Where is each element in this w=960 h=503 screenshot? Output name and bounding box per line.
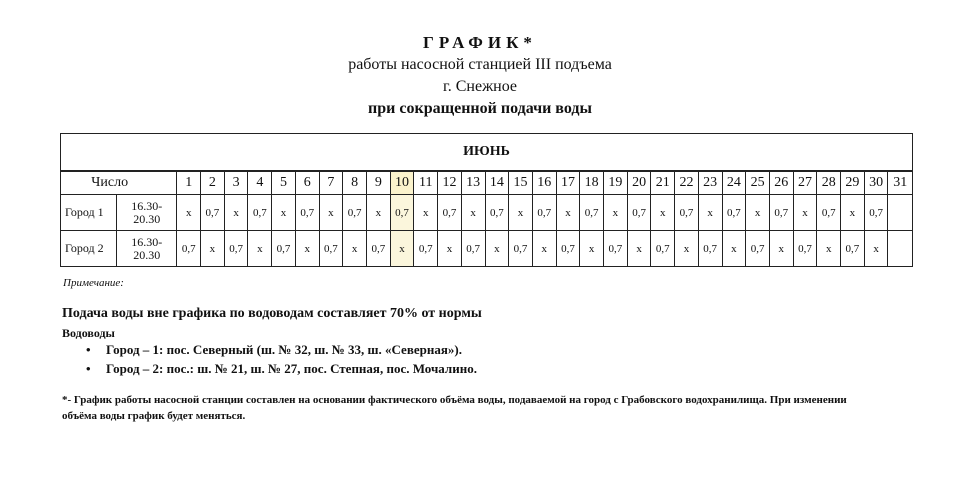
day-number: 23 xyxy=(698,171,722,195)
schedule-cell: 0,7 xyxy=(248,195,272,231)
schedule-cell: 0,7 xyxy=(485,195,509,231)
city-name: г. Снежное xyxy=(442,78,517,95)
schedule-cell: x xyxy=(556,195,580,231)
schedule-cell: 0,7 xyxy=(698,231,722,267)
schedule-cell: 0,7 xyxy=(461,231,485,267)
schedule-cell: x xyxy=(438,231,462,267)
schedule-cell: 0,7 xyxy=(366,231,390,267)
schedule-cell: 0,7 xyxy=(201,195,225,231)
day-number: 6 xyxy=(295,171,319,195)
schedule-cell: 0,7 xyxy=(438,195,462,231)
day-number: 9 xyxy=(366,171,390,195)
schedule-cell: x xyxy=(698,195,722,231)
bullet-icon: • xyxy=(86,342,91,357)
schedule-cell: x xyxy=(793,195,817,231)
month-name: ИЮНЬ xyxy=(61,134,913,172)
time-line: 16.30- xyxy=(131,234,163,249)
schedule-cell: 0,7 xyxy=(295,195,319,231)
schedule-cell: 0,7 xyxy=(627,195,651,231)
day-number: 14 xyxy=(485,171,509,195)
day-number: 17 xyxy=(556,171,580,195)
schedule-cell: 0,7 xyxy=(509,231,533,267)
day-number: 11 xyxy=(414,171,438,195)
day-number: 5 xyxy=(272,171,296,195)
water-lines-list xyxy=(62,340,477,378)
day-number: 13 xyxy=(461,171,485,195)
schedule-cell: x xyxy=(366,195,390,231)
bullet-icon: • xyxy=(86,361,91,376)
schedule-cell: x xyxy=(817,231,841,267)
time-line: 16.30- xyxy=(131,198,163,213)
schedule-cell: 0,7 xyxy=(769,195,793,231)
schedule-cell: x xyxy=(864,231,888,267)
day-number: 10 xyxy=(390,171,414,195)
footnote: *- График работы насосной станции составлен на основании фактического объёма воды, подаваемой на город с Грабовского водохранилища. При изменении объёма воды график будет меняться. xyxy=(62,394,847,422)
schedule-cell: x xyxy=(177,195,201,231)
supply-mode: при сокращенной подачи воды xyxy=(368,100,592,117)
day-number: 22 xyxy=(675,171,699,195)
schedule-cell: x xyxy=(675,231,699,267)
schedule-cell: 0,7 xyxy=(224,231,248,267)
day-number: 25 xyxy=(746,171,770,195)
schedule-cell: x xyxy=(248,231,272,267)
schedule-table xyxy=(60,133,913,267)
schedule-cell: 0,7 xyxy=(414,231,438,267)
schedule-cell: 0,7 xyxy=(675,195,699,231)
day-number: 16 xyxy=(532,171,556,195)
schedule-cell: x xyxy=(272,195,296,231)
schedule-cell: x xyxy=(627,231,651,267)
day-header-row xyxy=(61,171,913,195)
table-row xyxy=(61,195,913,231)
schedule-cell: x xyxy=(224,195,248,231)
day-number: 4 xyxy=(248,171,272,195)
table-row xyxy=(61,231,913,267)
note-label: Примечание: xyxy=(63,277,124,289)
document-subtitle: работы насосной станцией III подъема xyxy=(348,56,612,73)
schedule-cell: 0,7 xyxy=(841,231,865,267)
schedule-cell: 0,7 xyxy=(651,231,675,267)
schedule-cell: x xyxy=(461,195,485,231)
water-lines-title: Водоводы xyxy=(62,326,115,340)
schedule-cell: 0,7 xyxy=(604,231,628,267)
schedule-cell: 0,7 xyxy=(343,195,367,231)
time-window xyxy=(117,231,177,267)
schedule-cell: x xyxy=(509,195,533,231)
schedule-cell: 0,7 xyxy=(177,231,201,267)
schedule-cell: x xyxy=(580,231,604,267)
schedule-cell: x xyxy=(319,195,343,231)
schedule-cell: x xyxy=(414,195,438,231)
schedule-cell: x xyxy=(343,231,367,267)
schedule-cell: x xyxy=(841,195,865,231)
day-number: 29 xyxy=(841,171,865,195)
day-number: 18 xyxy=(580,171,604,195)
schedule-cell: x xyxy=(201,231,225,267)
schedule-cell: x xyxy=(532,231,556,267)
schedule-cell: x xyxy=(769,231,793,267)
schedule-cell: x xyxy=(390,231,414,267)
schedule-cell: 0,7 xyxy=(390,195,414,231)
schedule-cell: 0,7 xyxy=(556,231,580,267)
schedule-cell xyxy=(888,195,913,231)
day-number: 30 xyxy=(864,171,888,195)
day-number: 31 xyxy=(888,171,913,195)
day-number: 3 xyxy=(224,171,248,195)
month-row xyxy=(61,134,913,172)
schedule-cell: x xyxy=(722,231,746,267)
time-window xyxy=(117,195,177,231)
day-number: 24 xyxy=(722,171,746,195)
day-number: 19 xyxy=(604,171,628,195)
schedule-cell: 0,7 xyxy=(319,231,343,267)
schedule-cell: 0,7 xyxy=(272,231,296,267)
schedule-cell: x xyxy=(651,195,675,231)
supply-statement: Подача воды вне графика по водоводам составляет 70% от нормы xyxy=(62,306,482,321)
city-label: Город 1 xyxy=(61,195,117,231)
city-label: Город 2 xyxy=(61,231,117,267)
time-line: 20.30 xyxy=(133,211,161,226)
day-number: 8 xyxy=(343,171,367,195)
schedule-cell: x xyxy=(485,231,509,267)
schedule-cell: 0,7 xyxy=(864,195,888,231)
day-label: Число xyxy=(61,171,177,195)
list-item xyxy=(62,359,477,378)
schedule-cell: x xyxy=(604,195,628,231)
day-number: 2 xyxy=(201,171,225,195)
schedule-cell: 0,7 xyxy=(746,231,770,267)
water-line-text: Город – 1: пос. Северный (ш. № 32, ш. № 33, ш. «Северная»). xyxy=(106,342,462,357)
schedule-cell: x xyxy=(746,195,770,231)
water-line-text: Город – 2: пос.: ш. № 21, ш. № 27, пос. Степная, пос. Мочалино. xyxy=(106,361,477,376)
day-number: 7 xyxy=(319,171,343,195)
day-number: 20 xyxy=(627,171,651,195)
day-number: 26 xyxy=(769,171,793,195)
day-number: 1 xyxy=(177,171,201,195)
day-number: 28 xyxy=(817,171,841,195)
schedule-cell: 0,7 xyxy=(793,231,817,267)
schedule-cell: x xyxy=(295,231,319,267)
schedule-cell: 0,7 xyxy=(817,195,841,231)
time-line: 20.30 xyxy=(133,247,161,262)
schedule-cell: 0,7 xyxy=(722,195,746,231)
schedule-cell xyxy=(888,231,913,267)
day-number: 21 xyxy=(651,171,675,195)
day-number: 27 xyxy=(793,171,817,195)
document-title: ГРАФИК* xyxy=(423,33,537,52)
day-number: 15 xyxy=(509,171,533,195)
schedule-cell: 0,7 xyxy=(580,195,604,231)
schedule-cell: 0,7 xyxy=(532,195,556,231)
day-number: 12 xyxy=(438,171,462,195)
list-item xyxy=(62,340,477,359)
